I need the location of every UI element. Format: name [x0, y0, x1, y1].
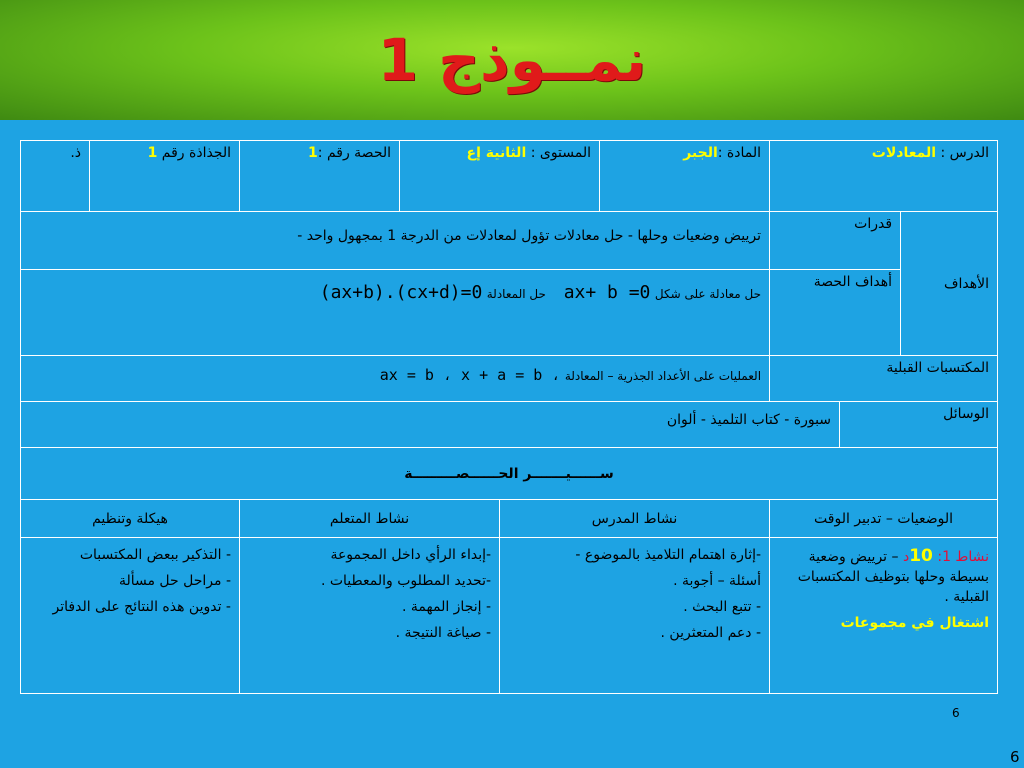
header-row — [21, 141, 998, 212]
skills-row — [21, 212, 998, 270]
col-learner: نشاط المتعلم — [240, 500, 500, 538]
objectives-label: الأهداف — [901, 212, 998, 356]
skills-label: قدرات — [770, 212, 901, 270]
prerequisites-row — [21, 356, 998, 402]
inner-page-number: 6 — [952, 706, 960, 720]
skills-text: ترييض وضعيات وحلها - حل معادلات تؤول لمعادلات من الدرجة 1 بمجهول واحد - — [21, 212, 770, 270]
outer-page-number: 6 — [1010, 748, 1020, 766]
level-cell: المستوى : الثانية إع — [400, 141, 600, 212]
session-goals-text — [21, 270, 770, 356]
means-label: الوسائل — [840, 402, 998, 448]
col-teacher: نشاط المدرس — [500, 500, 770, 538]
session-goals-label: أهداف الحصة — [770, 270, 901, 356]
teacher-cell: ذ. — [21, 141, 90, 212]
group-work-note: اشتغال في مجموعات — [840, 615, 990, 631]
lesson-flow-row — [21, 448, 998, 500]
goal2-text: حل المعادلة — [486, 287, 546, 301]
means-row — [21, 402, 998, 448]
prerequisites-text: العمليات على الأعداد الجذرية – المعادلة ax = b ، x + a = b ، — [21, 356, 770, 402]
goal1-text: حل معادلة على شكل — [654, 287, 762, 301]
goal2-equation: (ax+b).(cx+d)=0 — [319, 282, 483, 303]
prerequisites-label: المكتسبات القبلية — [770, 356, 998, 402]
sheet-cell: الجذاذة رقم 1 — [90, 141, 240, 212]
title-banner — [0, 0, 1024, 120]
teacher-activity-cell: -إثارة اهتمام التلاميذ بالموضوع - أسئلة – أجوبة . - تتبع البحث . - دعم المتعثرين . — [500, 538, 770, 694]
columns-header-row — [21, 500, 998, 538]
situation-cell: نشاط 1: 10د – ترييض وضعية بسيطة وحلها بتوظيف المكتسبات القبلية . اشتغال في مجموعات — [770, 538, 998, 694]
subject-cell: المادة :الجبر — [600, 141, 770, 212]
col-structure: هيكلة وتنظيم — [21, 500, 240, 538]
structure-cell: - التذكير ببعض المكتسبات - مراحل حل مسألة - تدوين هذه النتائج على الدفاتر — [21, 538, 240, 694]
slide-title: نمــوذج 1 — [377, 26, 647, 94]
col-situations: الوضعيات – تدبير الوقت — [770, 500, 998, 538]
means-text: سبورة - كتاب التلميذ - ألوان — [21, 402, 840, 448]
session-goals-row — [21, 270, 998, 356]
lesson-flow-title: ســــــيـــــــر الحــــــصـــــــــة — [21, 448, 998, 500]
session-cell: الحصة رقم :1 — [240, 141, 400, 212]
learner-activity-cell: -إبداء الرأي داخل المجموعة -تحديد المطلوب والمعطيات . - إنجاز المهمة . - صياغة النتيجة . — [240, 538, 500, 694]
lesson-cell: الدرس : المعادلات — [770, 141, 998, 212]
lesson-sheet-table — [20, 140, 998, 694]
goal1-equation: ax+ b =0 — [563, 282, 651, 303]
activity-row — [21, 538, 998, 694]
prerequisites-equations: ax = b ، x + a = b ، — [379, 366, 561, 384]
